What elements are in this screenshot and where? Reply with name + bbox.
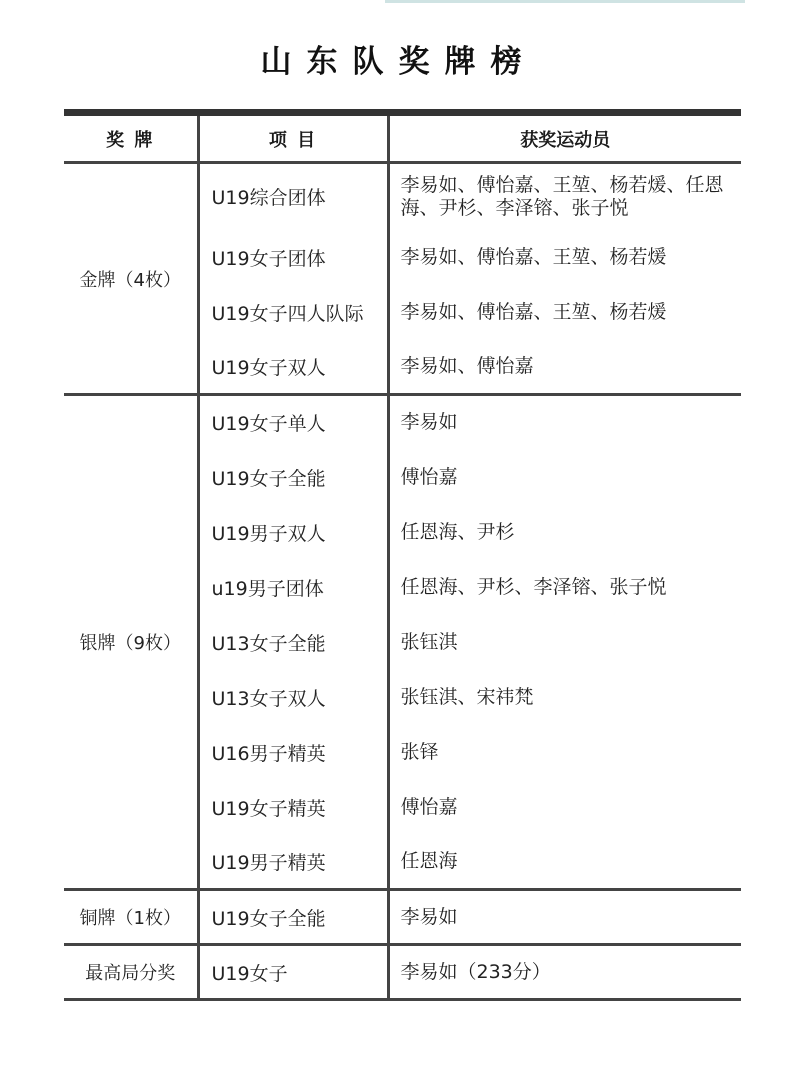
- athletes-cell: 傅怡嘉: [400, 465, 458, 488]
- top-accent-line: [385, 0, 745, 3]
- event-cell: U19综合团体: [198, 163, 388, 230]
- athletes-cell: 张钰淇、宋祎梵: [400, 685, 534, 708]
- athletes-cell: 李易如、傅怡嘉、王堃、杨若煖、任恩海、尹杉、李泽镕、张子悦: [400, 173, 724, 219]
- table-row: [64, 395, 741, 450]
- event-cell: U19女子团体: [198, 230, 388, 285]
- event-cell: U19女子精英: [198, 780, 388, 835]
- athletes-cell: 李易如、傅怡嘉、王堃、杨若煖: [400, 245, 667, 268]
- table-row: [64, 890, 741, 945]
- event-cell: U13女子双人: [198, 670, 388, 725]
- event-cell: U19女子双人: [198, 340, 388, 395]
- table-row: [64, 945, 741, 1000]
- header-medal: 奖 牌: [64, 116, 198, 163]
- event-cell: U19男子双人: [198, 505, 388, 560]
- medal-cell-high-score: 最高局分奖: [64, 945, 198, 1000]
- medal-cell-gold: 金牌（4枚）: [64, 163, 198, 395]
- athletes-cell: 李易如（233分）: [388, 945, 741, 1000]
- athletes-cell: 任恩海、尹杉、李泽镕、张子悦: [400, 575, 667, 598]
- event-cell: U19女子全能: [198, 890, 388, 945]
- header-row: [64, 116, 741, 163]
- event-cell: U19女子四人队际: [198, 285, 388, 340]
- athletes-cell: 张钰淇: [400, 630, 458, 653]
- event-cell: U16男子精英: [198, 725, 388, 780]
- athletes-cell: 李易如、傅怡嘉、王堃、杨若煖: [400, 300, 667, 323]
- event-cell: U19女子全能: [198, 450, 388, 505]
- header-athletes: 获奖运动员: [388, 116, 741, 163]
- medal-cell-silver: 银牌（9枚）: [64, 395, 198, 890]
- athletes-cell: 李易如、傅怡嘉: [388, 340, 741, 395]
- event-cell: U19女子单人: [198, 395, 388, 450]
- page-title: 山东队奖牌榜: [260, 44, 537, 80]
- athletes-cell: 任恩海: [388, 835, 741, 890]
- header-event: 项 目: [198, 116, 388, 163]
- athletes-cell: 李易如: [400, 411, 458, 434]
- medal-cell-bronze: 铜牌（1枚）: [64, 890, 198, 945]
- table-top-rule: [64, 109, 741, 116]
- table-row: [64, 163, 741, 230]
- athletes-cell: 张铎: [400, 740, 439, 763]
- athletes-cell: 任恩海、尹杉: [400, 520, 515, 543]
- athletes-cell: 傅怡嘉: [400, 795, 458, 818]
- medal-table: [64, 116, 741, 1001]
- event-cell: u19男子团体: [198, 560, 388, 615]
- event-cell: U19男子精英: [198, 835, 388, 890]
- event-cell: U13女子全能: [198, 615, 388, 670]
- event-cell: U19女子: [198, 945, 388, 1000]
- athletes-cell: 李易如: [388, 890, 741, 945]
